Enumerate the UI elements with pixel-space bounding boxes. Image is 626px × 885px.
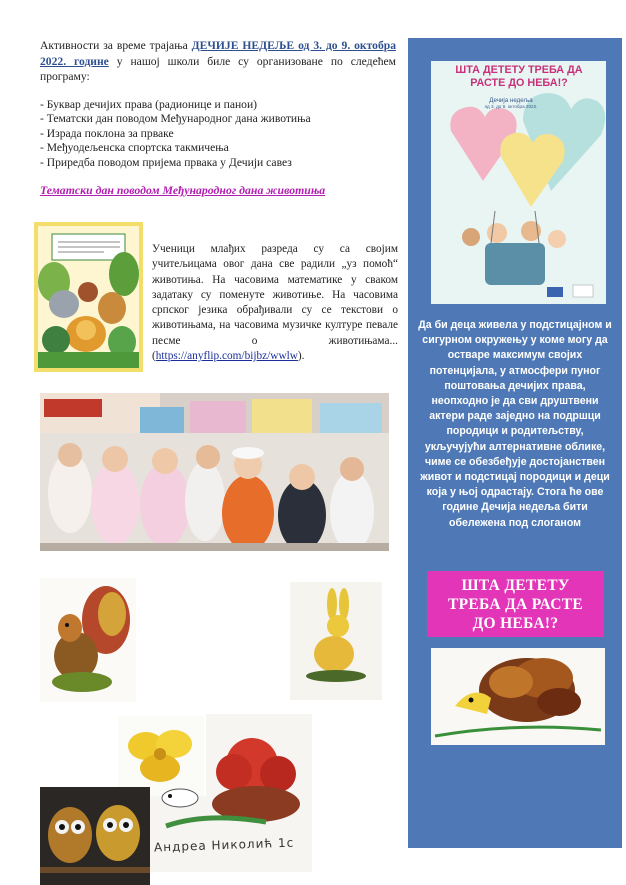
paragraph-end: ). xyxy=(297,350,305,363)
intro-paragraph xyxy=(40,38,396,85)
poster-dates: од 3. до 9. октобра 2022. xyxy=(484,104,538,109)
activities-list xyxy=(40,98,396,170)
animal-book-cover-image xyxy=(34,222,143,372)
slogan-line: ДО НЕБА!? xyxy=(472,614,559,632)
poster-subtitle: Дечија недеља xyxy=(489,97,533,104)
intro-lead: Активности за време трајања xyxy=(40,39,192,52)
list-item: - Међуодељенска спортска такмичења xyxy=(40,141,229,155)
list-item: - Буквар дечијих права (радионице и панои) xyxy=(40,98,258,111)
sidebar-text: Да би деца живела у подстицајном и сигурном окружењу у коме могу да остваре максимум својих потенцијала, у атмосфери пуног поштовања дечијих права, неопходно је да сви друштвени актери раде заједно на подршци породици и родитељству, укључујући алтернативне облике, чиме се обезбеђује достојанствен живот и подстицај породици и деци која у њој одрастају. Стога ће ове године Дечија недеља бити обележена под слоганом xyxy=(418,319,612,529)
leaf-bunny-image xyxy=(290,582,382,700)
leaf-art-caption: Андреа Николић 1с xyxy=(153,835,295,855)
animals-day-paragraph xyxy=(152,242,398,364)
list-item: - Тематски дан поводом Међународног дана животиња xyxy=(40,112,311,126)
slogan-line: ТРЕБА ДА РАСТЕ xyxy=(448,595,583,613)
list-item: - Израда поклона за прваке xyxy=(40,126,174,140)
paragraph-text: Ученици млађих разреда су са својим учитељицама овог дана све радили „уз помоћ“ животиња. На часовима математике у сваком задатаку су поменуте животиње. На часовима српског језика обрађивали су се текстови о животињама, на часовима музичке културе певале песме о животињама... ( xyxy=(152,243,398,363)
list-item: - Приредба поводом пријема првака у Дечији савез xyxy=(40,155,292,169)
subheading: Тематски дан поводом Међународног дана животиња xyxy=(40,183,326,197)
intro-tail: у нашој школи биле су организоване по следећем програму: xyxy=(40,54,396,84)
slogan-line: ШТА ДЕТЕТУ xyxy=(461,576,570,594)
leaf-hedgehog-image xyxy=(431,648,605,745)
intro-highlight: ДЕЧИЈЕ НЕДЕЉЕ од 3. до 9. октобра 2022. године xyxy=(40,39,396,68)
poster-title: ШТА ДЕТЕТУ ТРЕБА ДА РАСТЕ ДО НЕБА!? xyxy=(455,64,583,89)
slogan-box xyxy=(427,571,604,637)
leaf-squirrel-image xyxy=(40,578,136,702)
leaf-owls-image xyxy=(40,787,150,885)
class-photo xyxy=(40,393,389,551)
anyflip-link[interactable]: https://anyflip.com/bijbz/wwlw xyxy=(155,350,298,363)
